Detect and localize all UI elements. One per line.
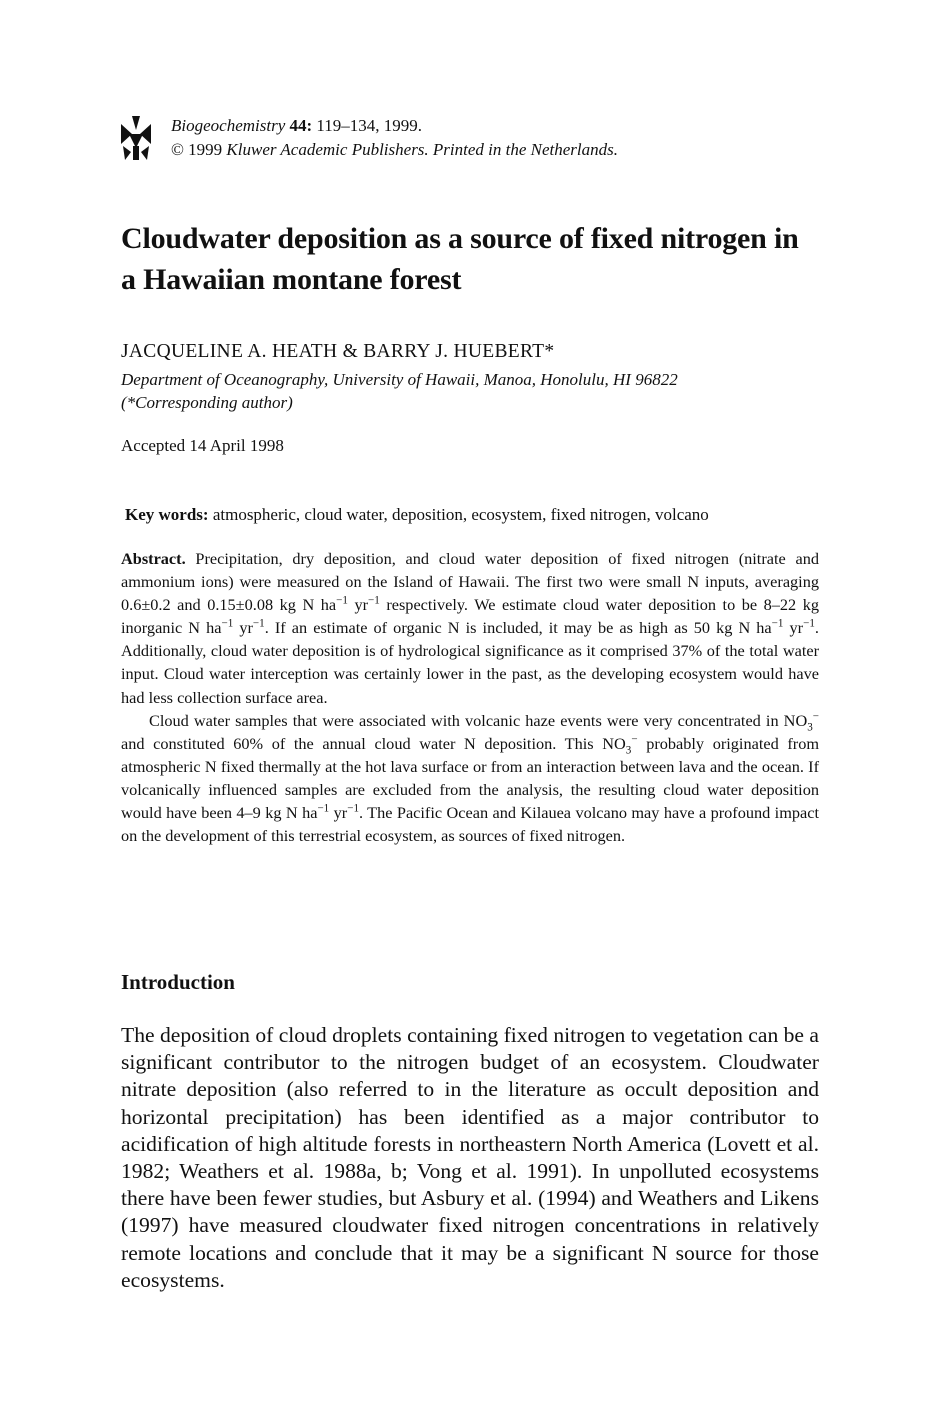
copyright-line: © 1999 Kluwer Academic Publishers. Printed in the Netherlands. [171, 140, 619, 159]
section-heading: Introduction [121, 970, 235, 994]
paper-page [121, 0, 821, 1425]
abstract [121, 547, 819, 847]
accepted-date: Accepted 14 April 1998 [121, 436, 284, 455]
journal-header [121, 114, 821, 166]
publisher-logo-icon [121, 116, 151, 160]
keywords: Key words: atmospheric, cloud water, deposition, ecosystem, fixed nitrogen, volcano [125, 505, 709, 524]
authors: JACQUELINE A. HEATH & BARRY J. HUEBERT* [121, 341, 555, 362]
paper-title: Cloudwater deposition as a source of fixed nitrogen in a Hawaiian montane forest [121, 222, 799, 296]
body-paragraph: The deposition of cloud droplets containing fixed nitrogen to vegetation can be a significant contributor to the nitrogen budget of an ecosystem. Cloudwater nitrate deposition (also referred to in the literature as occult deposition and horizontal precipitation) has been identified as a major contributor to acidification of high altitude forests in northeastern North America (Lovett et al. 1982; Weathers et al. 1988a, b; Vong et al. 1991). In unpolluted ecosystems there have been fewer studies, but Asbury et al. (1994) and Weathers and Likens (1997) have measured cloudwater fixed nitrogen concentrations in relatively remote locations and conclude that it may be a significant N source for those ecosystems. [121, 1023, 820, 1292]
abstract-paragraph: Abstract. Precipitation, dry deposition, and cloud water deposition of fixed nitrogen (nitrate and ammonium ions) were measured on the Island of Hawaii. The first two were small N inputs, averaging 0.6±0.2 and 0.15±0.08 kg N $ha^{-1}$ $yr^{-1}$ respectively. We estimate cloud water deposition to be 8–22 kg inorganic N $ha^{-1}$ $yr^{-1}$. If an estimate of organic N is included, it may be as high as 50 kg N $ha^{-1}$ $yr^{-1}$. Additionally, cloud water deposition is of hydrological significance as it comprised 37% of the total water input. Cloud water interception was certainly lower in the past, as the developing ecosystem would have had less collection surface area. [121, 549, 819, 707]
abstract-paragraph: Cloud water samples that were associated with volcanic haze events were very concentrated in $NO_3^-$ and constituted 60% of the annual cloud water N deposition. This $NO_3^-$ probably originated from atmospheric N fixed thermally at the hot lava surface or from an interaction between lava and the ocean. If volcanically influenced samples are excluded from the analysis, the resulting cloud water deposition would have been 4–9 kg N $ha^{-1}$ $yr^{-1}$. The Pacific Ocean and Kilauea volcano may have a profound impact on the development of this terrestrial ecosystem, as sources of fixed nitrogen. [121, 710, 819, 846]
journal-citation: Biogeochemistry 44: 119–134, 1999. [171, 116, 423, 135]
affiliation: Department of Oceanography, University of Hawaii, Manoa, Honolulu, HI 96822 (*Corresponding author) [121, 370, 678, 412]
